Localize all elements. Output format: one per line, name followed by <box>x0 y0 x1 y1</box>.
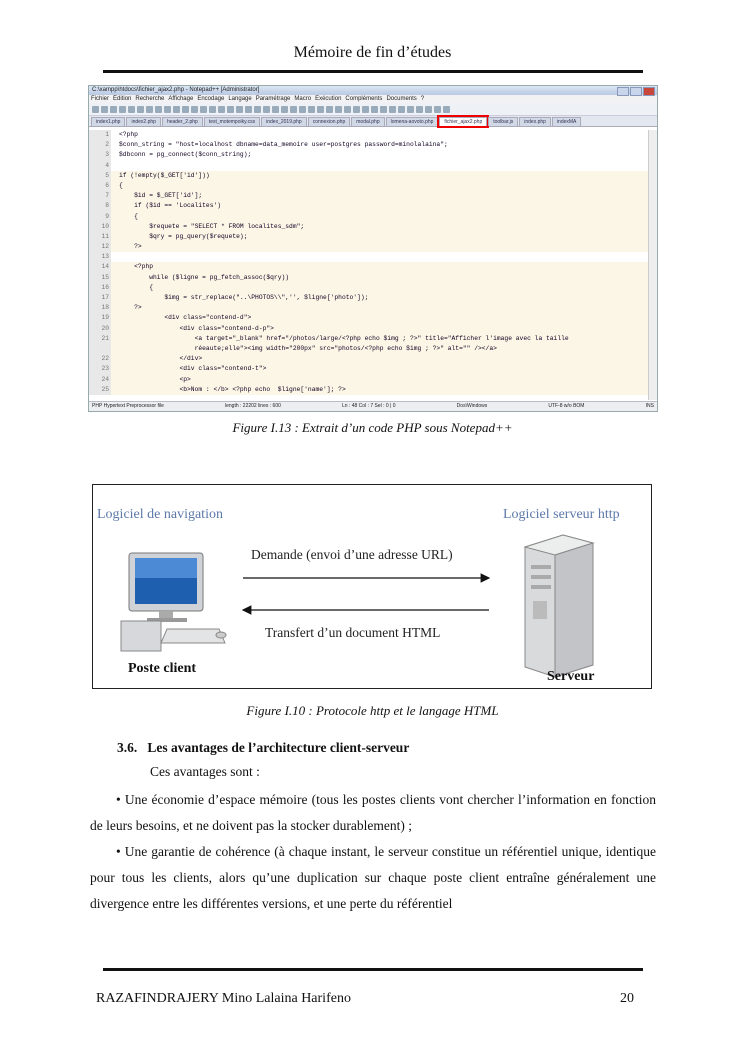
line-number: 1 <box>89 130 111 140</box>
fold-marker[interactable] <box>111 201 119 211</box>
line-number: 16 <box>89 283 111 293</box>
line-number: 20 <box>89 324 111 334</box>
code-line <box>89 334 648 344</box>
fold-marker[interactable] <box>111 354 119 364</box>
toolbar-button-icon[interactable] <box>281 106 288 113</box>
toolbar-button-icon[interactable] <box>263 106 270 113</box>
client-software-label: Logiciel de navigation <box>97 507 223 522</box>
status-filetype: PHP Hypertext Preprocessor file <box>92 403 164 409</box>
line-number: 8 <box>89 201 111 211</box>
client-label: Poste client <box>128 661 197 676</box>
toolbar-button-icon[interactable] <box>434 106 441 113</box>
code-line <box>89 262 648 272</box>
toolbar-button-icon[interactable] <box>362 106 369 113</box>
notepad-screenshot <box>88 85 658 412</box>
fold-marker[interactable] <box>111 303 119 313</box>
menu-item[interactable]: Langage <box>228 96 252 102</box>
header-rule <box>103 70 643 73</box>
code-text: $dbconn = pg_connect($conn_string); <box>119 151 252 159</box>
line-number: 3 <box>89 150 111 160</box>
toolbar-button-icon[interactable] <box>101 106 108 113</box>
code-line <box>89 364 648 374</box>
code-line <box>89 324 648 334</box>
toolbar-button-icon[interactable] <box>380 106 387 113</box>
line-number: 14 <box>89 262 111 272</box>
line-number: 21 <box>89 334 111 344</box>
server-software-label: Logiciel serveur http <box>503 507 620 522</box>
file-tab[interactable]: connexion.php <box>308 117 351 126</box>
toolbar-button-icon[interactable] <box>407 106 414 113</box>
window-title: C:\xampp\htdocs\fichier_ajax2.php - Notepad++ [Administrator] <box>92 87 260 93</box>
code-line <box>89 150 648 160</box>
toolbar <box>89 103 657 116</box>
figure-caption-1: Figure I.13 : Extrait d’un code PHP sous Notepad++ <box>232 420 513 435</box>
code-text: if ($id == 'Localites') <box>119 202 222 210</box>
page-header-title: Mémoire de fin d’études <box>293 44 452 61</box>
file-tab[interactable]: header_2.php <box>162 117 203 126</box>
code-text: { <box>119 212 138 220</box>
line-number: 7 <box>89 191 111 201</box>
toolbar-button-icon[interactable] <box>326 106 333 113</box>
fold-marker[interactable] <box>111 262 119 272</box>
fold-marker[interactable] <box>111 252 119 262</box>
line-number: 15 <box>89 273 111 283</box>
toolbar-button-icon[interactable] <box>173 106 180 113</box>
line-number: 12 <box>89 242 111 252</box>
menu-item[interactable]: Encodage <box>197 96 225 102</box>
toolbar-button-icon[interactable] <box>218 106 225 113</box>
close-icon[interactable] <box>643 87 655 96</box>
bullet-1: • Une économie d’espace mémoire (tous les postes clients vont chercher l’information en fonction de leurs besoins, et ne doivent pas la stocker durablement) ; <box>90 792 656 833</box>
toolbar-button-icon[interactable] <box>272 106 279 113</box>
toolbar-button-icon[interactable] <box>290 106 297 113</box>
fold-marker[interactable] <box>111 375 119 385</box>
line-number: 10 <box>89 222 111 232</box>
code-text: $conn_string = "host=localhost dbname=data_memoire user=postgres password=minolalaina"; <box>119 141 448 149</box>
code-text: while ($ligne = pg_fetch_assoc($qry)) <box>119 273 290 281</box>
toolbar-button-icon[interactable] <box>353 106 360 113</box>
code-text: <div class="contend-t"> <box>119 365 267 373</box>
menu-item[interactable]: Macro <box>294 96 312 102</box>
code-line <box>89 344 648 354</box>
toolbar-button-icon[interactable] <box>425 106 432 113</box>
menu-bar <box>89 95 657 103</box>
code-line <box>89 181 648 191</box>
file-tab[interactable]: test_motempoiky.css <box>204 117 260 126</box>
code-line <box>89 313 648 323</box>
line-number: 17 <box>89 293 111 303</box>
figure-caption-2: Figure I.10 : Protocole http et le langage HTML <box>246 703 499 718</box>
fold-marker[interactable] <box>111 212 119 222</box>
section-intro: Ces avantages sont : <box>150 764 260 779</box>
toolbar-button-icon[interactable] <box>443 106 450 113</box>
toolbar-button-icon[interactable] <box>299 106 306 113</box>
line-number: 22 <box>89 354 111 364</box>
code-text: { <box>119 283 154 291</box>
file-tab[interactable]: index2.php <box>126 117 160 126</box>
fold-marker[interactable] <box>111 324 119 334</box>
toolbar-button-icon[interactable] <box>209 106 216 113</box>
code-line <box>89 222 648 232</box>
file-tab[interactable]: toolbar.js <box>488 117 518 126</box>
fold-marker[interactable] <box>111 181 119 191</box>
file-tab[interactable]: lomena-aovoto.php <box>386 117 439 126</box>
line-number: 6 <box>89 181 111 191</box>
fold-marker[interactable] <box>111 344 119 354</box>
code-line <box>89 354 648 364</box>
file-tab[interactable]: index_2019.php <box>261 117 307 126</box>
toolbar-button-icon[interactable] <box>146 106 153 113</box>
file-tab[interactable]: index.php <box>519 117 551 126</box>
line-number: 11 <box>89 232 111 242</box>
line-number <box>89 344 111 354</box>
code-line <box>89 140 648 150</box>
menu-item[interactable]: Recherche <box>135 96 165 102</box>
code-text: <p> <box>119 375 191 383</box>
fold-marker[interactable] <box>111 242 119 252</box>
menu-item[interactable]: Affichage <box>168 96 194 102</box>
window-titlebar <box>89 86 657 95</box>
code-line <box>89 385 648 395</box>
code-text: <div class="contend-d-p"> <box>119 324 274 332</box>
page-number: 20 <box>620 991 634 1006</box>
fold-marker[interactable] <box>111 334 119 344</box>
file-tab[interactable]: index1.php <box>91 117 125 126</box>
code-line <box>89 201 648 211</box>
code-text: <b>Nom : </b> <?php echo $ligne['name']; ?> <box>119 385 346 393</box>
fold-marker[interactable] <box>111 364 119 374</box>
tab-strip <box>89 116 657 127</box>
code-line <box>89 283 648 293</box>
request-label: Demande (envoi d’une adresse URL) <box>251 547 453 562</box>
code-text: <?php <box>119 131 138 138</box>
line-number: 19 <box>89 313 111 323</box>
status-position: Ln : 48 Col : 7 Sel : 0 | 0 <box>342 403 396 409</box>
status-length: length : 22202 lines : 600 <box>225 403 281 409</box>
status-encoding: UTF-8 w/o BOM <box>548 403 585 409</box>
code-line <box>89 130 648 140</box>
line-number: 2 <box>89 140 111 150</box>
status-mode: INS <box>645 403 654 409</box>
response-label: Transfert d’un document HTML <box>265 625 441 640</box>
toolbar-button-icon[interactable] <box>245 106 252 113</box>
toolbar-button-icon[interactable] <box>191 106 198 113</box>
code-line <box>89 232 648 242</box>
toolbar-button-icon[interactable] <box>416 106 423 113</box>
code-line <box>89 273 648 283</box>
code-text: réeaute;elle"><img width="200px" src="photos/<?php echo $img ; ?>" alt="" /></a> <box>119 344 497 352</box>
code-line <box>89 212 648 222</box>
code-line <box>89 171 648 181</box>
fold-marker[interactable] <box>111 161 119 171</box>
menu-item[interactable]: Fichier <box>91 96 110 102</box>
fold-marker[interactable] <box>111 232 119 242</box>
code-text: ?> <box>119 243 142 251</box>
code-line <box>89 161 648 171</box>
status-bar <box>89 401 657 411</box>
http-diagram <box>92 484 652 689</box>
status-eol: Dos\Windows <box>456 403 488 409</box>
line-number: 23 <box>89 364 111 374</box>
client-computer-icon <box>121 553 226 651</box>
toolbar-button-icon[interactable] <box>389 106 396 113</box>
toolbar-button-icon[interactable] <box>137 106 144 113</box>
fold-marker[interactable] <box>111 140 119 150</box>
menu-item[interactable]: Édition <box>113 96 132 102</box>
code-text: ?> <box>119 304 142 312</box>
code-line <box>89 375 648 385</box>
fold-marker[interactable] <box>111 273 119 283</box>
code-text: $qry = pg_query($requete); <box>119 232 248 240</box>
server-label: Serveur <box>547 669 595 684</box>
toolbar-button-icon[interactable] <box>164 106 171 113</box>
menu-item[interactable]: ? <box>420 96 425 102</box>
fold-marker[interactable] <box>111 150 119 160</box>
diagram-graphics <box>93 485 651 688</box>
code-text: if (!empty($_GET['id'])) <box>119 171 210 179</box>
fold-marker[interactable] <box>111 313 119 323</box>
menu-item[interactable]: Paramétrage <box>255 96 291 102</box>
file-tab[interactable]: modal.php <box>351 117 384 126</box>
toolbar-button-icon[interactable] <box>254 106 261 113</box>
menu-item[interactable]: Exécution <box>315 96 342 102</box>
code-line <box>89 252 648 262</box>
toolbar-button-icon[interactable] <box>317 106 324 113</box>
code-text: <?php <box>119 263 154 271</box>
line-number: 13 <box>89 252 111 262</box>
toolbar-button-icon[interactable] <box>308 106 315 113</box>
code-editor[interactable] <box>89 130 657 400</box>
line-number: 9 <box>89 212 111 222</box>
toolbar-button-icon[interactable] <box>371 106 378 113</box>
section-heading: 3.6. Les avantages de l’architecture client-serveur <box>117 740 410 755</box>
toolbar-button-icon[interactable] <box>398 106 405 113</box>
toolbar-button-icon[interactable] <box>110 106 117 113</box>
line-number: 24 <box>89 375 111 385</box>
code-line <box>89 303 648 313</box>
fold-marker[interactable] <box>111 293 119 303</box>
toolbar-button-icon[interactable] <box>200 106 207 113</box>
toolbar-button-icon[interactable] <box>335 106 342 113</box>
toolbar-button-icon[interactable] <box>344 106 351 113</box>
line-number: 18 <box>89 303 111 313</box>
maximize-icon[interactable] <box>630 87 642 96</box>
code-text: $id = $_GET['id']; <box>119 192 203 200</box>
code-text: </div> <box>119 355 203 363</box>
fold-marker[interactable] <box>111 171 119 181</box>
code-text: $requete = "SELECT * FROM localites_sdm"; <box>119 222 305 230</box>
code-text: { <box>119 181 123 189</box>
toolbar-button-icon[interactable] <box>92 106 99 113</box>
toolbar-button-icon[interactable] <box>119 106 126 113</box>
line-number: 4 <box>89 161 111 171</box>
fold-marker[interactable] <box>111 283 119 293</box>
fold-marker[interactable] <box>111 191 119 201</box>
menu-item[interactable]: Documents <box>386 96 417 102</box>
code-line <box>89 293 648 303</box>
fold-marker[interactable] <box>111 385 119 395</box>
toolbar-button-icon[interactable] <box>227 106 234 113</box>
code-text: <a target="_blank" href="/photos/large/<?php echo $img ; ?>" title="Afficher l'image avec la taille <box>119 334 569 342</box>
line-number: 5 <box>89 171 111 181</box>
menu-item[interactable]: Compléments <box>345 96 383 102</box>
footer-rule <box>103 968 643 971</box>
fold-marker[interactable] <box>111 222 119 232</box>
file-tab[interactable]: indexMA <box>552 117 581 126</box>
bullet-2: • Une garantie de cohérence (à chaque instant, le serveur constitue un référentiel unique, identique pour tous les clients, alors qu’une duplication sur chaque poste client entraîne généralement une divergence entre les différentes versions, et une perte du référentiel <box>90 844 656 911</box>
footer-author: RAZAFINDRAJERY Mino Lalaina Harifeno <box>96 991 351 1006</box>
server-computer-icon <box>525 535 593 677</box>
toolbar-button-icon[interactable] <box>128 106 135 113</box>
vertical-scrollbar[interactable] <box>648 130 657 400</box>
code-line <box>89 242 648 252</box>
minimize-icon[interactable] <box>617 87 629 96</box>
line-number: 25 <box>89 385 111 395</box>
toolbar-button-icon[interactable] <box>182 106 189 113</box>
code-line <box>89 191 648 201</box>
toolbar-button-icon[interactable] <box>155 106 162 113</box>
code-area[interactable] <box>89 130 648 400</box>
code-text: $img = str_replace("..\PHOTOS\\",'', $ligne['photo']); <box>119 294 369 301</box>
toolbar-button-icon[interactable] <box>236 106 243 113</box>
file-tab[interactable]: fichier_ajax2.php <box>439 117 487 126</box>
code-text: <div class="contend-d"> <box>119 314 252 322</box>
fold-marker[interactable] <box>111 130 119 140</box>
